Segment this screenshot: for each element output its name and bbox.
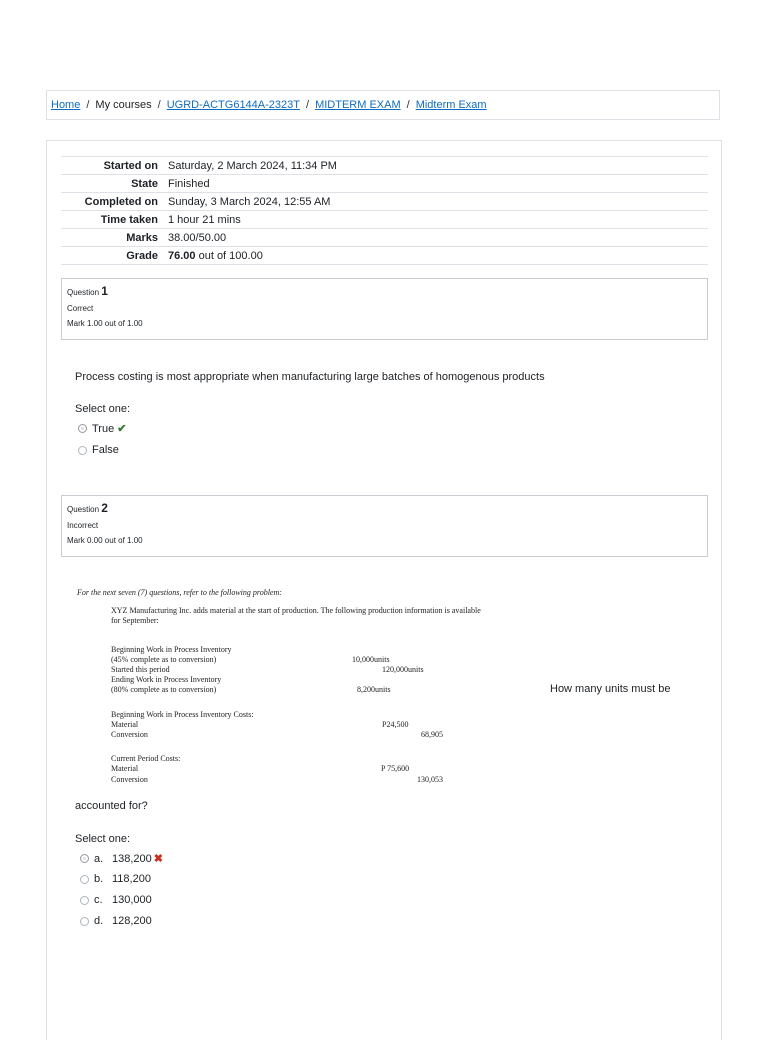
radio-button[interactable] xyxy=(80,854,89,863)
summary-row-grade xyxy=(61,247,708,265)
completed-on-value: Sunday, 3 March 2024, 12:55 AM xyxy=(168,195,331,208)
bwip-conversion-value: 68,905 xyxy=(421,730,443,739)
bwip-conversion-label: Conversion xyxy=(111,730,148,739)
option-value: 130,000 xyxy=(112,894,152,906)
q1-option-false[interactable] xyxy=(78,444,119,456)
q2-option-a[interactable] xyxy=(80,852,163,865)
breadcrumb-course-link[interactable]: UGRD-ACTG6144A-2323T xyxy=(166,99,300,111)
question-number: 1 xyxy=(101,284,108,298)
question-label: Question xyxy=(67,288,100,297)
q2-option-c[interactable] xyxy=(80,894,152,906)
completed-on-label: Completed on xyxy=(84,195,158,208)
started-label: Started this period xyxy=(111,665,170,674)
grade-suffix: out of 100.00 xyxy=(198,249,263,262)
q1-option-true[interactable] xyxy=(78,422,126,435)
attempt-summary-table xyxy=(61,156,708,265)
question-1-info xyxy=(61,278,708,340)
select-one-label: Select one: xyxy=(75,833,131,845)
breadcrumb-quiz-link[interactable]: Midterm Exam xyxy=(415,99,487,111)
breadcrumb-separator: / xyxy=(157,99,161,111)
check-icon: ✔ xyxy=(117,423,127,435)
quiz-review-region xyxy=(46,140,722,1040)
bwip-label: Beginning Work in Process Inventory xyxy=(111,645,232,654)
question-mark: Mark 1.00 out of 1.00 xyxy=(67,319,143,328)
problem-intro: For the next seven (7) questions, refer to the following problem: xyxy=(77,588,282,597)
question-status: Incorrect xyxy=(67,521,99,530)
ewip-units: 8,200units xyxy=(357,685,391,694)
current-material-label: Material xyxy=(111,764,139,773)
state-label: State xyxy=(131,177,158,190)
question-2-text-part1: How many units must be xyxy=(550,683,671,695)
option-value: 128,200 xyxy=(112,915,152,927)
question-mark: Mark 0.00 out of 1.00 xyxy=(67,536,143,545)
summary-row-state xyxy=(61,175,708,193)
ewip-label: Ending Work in Process Inventory xyxy=(111,675,222,684)
problem-line-2: for September: xyxy=(111,616,159,625)
problem-line-1: XYZ Manufacturing Inc. adds material at the start of production. The following production information is available xyxy=(111,606,481,615)
breadcrumb-separator: / xyxy=(86,99,90,111)
bwip-material-value: P24,500 xyxy=(382,720,409,729)
bwip-costs-label: Beginning Work in Process Inventory Costs: xyxy=(111,710,254,719)
option-letter: b. xyxy=(94,873,104,885)
breadcrumb-separator: / xyxy=(306,99,310,111)
marks-label: Marks xyxy=(126,231,158,244)
breadcrumb-separator: / xyxy=(406,99,410,111)
bwip-material-label: Material xyxy=(111,720,139,729)
q2-option-d[interactable] xyxy=(80,915,152,927)
question-number: 2 xyxy=(101,501,108,515)
current-conversion-label: Conversion xyxy=(111,775,148,784)
option-value: 138,200 xyxy=(112,852,152,865)
state-value: Finished xyxy=(168,177,210,190)
time-taken-label: Time taken xyxy=(100,213,158,226)
option-value: 118,200 xyxy=(112,873,151,885)
question-2-text-part2: accounted for? xyxy=(75,800,148,812)
question-2-info xyxy=(61,495,708,557)
ewip-pct: (80% complete as to conversion) xyxy=(111,685,217,694)
cross-icon: ✖ xyxy=(153,853,163,865)
question-status: Correct xyxy=(67,304,94,313)
radio-button[interactable] xyxy=(80,896,89,905)
breadcrumb-my-courses: My courses xyxy=(95,99,152,111)
question-1-text: Process costing is most appropriate when manufacturing large batches of homogenous products xyxy=(75,371,545,383)
option-letter: c. xyxy=(94,894,103,906)
summary-row-marks xyxy=(61,229,708,247)
option-label: True xyxy=(92,422,115,435)
bwip-pct: (45% complete as to conversion) xyxy=(111,655,217,664)
summary-row-time xyxy=(61,211,708,229)
summary-row-completed xyxy=(61,193,708,211)
current-conversion-value: 130,053 xyxy=(417,775,443,784)
started-on-label: Started on xyxy=(103,159,158,172)
option-label: False xyxy=(92,444,119,456)
question-label: Question xyxy=(67,505,100,514)
select-one-label: Select one: xyxy=(75,403,131,415)
grade-label: Grade xyxy=(126,249,158,262)
radio-button[interactable] xyxy=(78,424,87,433)
radio-button[interactable] xyxy=(78,446,87,455)
breadcrumb xyxy=(46,90,720,120)
option-letter: d. xyxy=(94,915,104,927)
q2-option-b[interactable] xyxy=(80,873,151,885)
started-on-value: Saturday, 2 March 2024, 11:34 PM xyxy=(168,159,337,172)
bwip-units: 10,000units xyxy=(352,655,390,664)
time-taken-value: 1 hour 21 mins xyxy=(168,213,241,226)
started-units: 120,000units xyxy=(382,665,424,674)
grade-value: 76.00 xyxy=(168,249,196,262)
summary-row-started xyxy=(61,157,708,175)
breadcrumb-home-link[interactable]: Home xyxy=(51,99,81,111)
radio-button[interactable] xyxy=(80,875,89,884)
current-material-value: P 75,600 xyxy=(381,764,410,773)
marks-value: 38.00/50.00 xyxy=(168,231,227,244)
grade-value-cell xyxy=(163,247,708,265)
option-letter: a. xyxy=(94,852,104,865)
breadcrumb-section-link[interactable]: MIDTERM EXAM xyxy=(315,99,401,111)
radio-button[interactable] xyxy=(80,917,89,926)
current-costs-label: Current Period Costs: xyxy=(111,754,181,763)
